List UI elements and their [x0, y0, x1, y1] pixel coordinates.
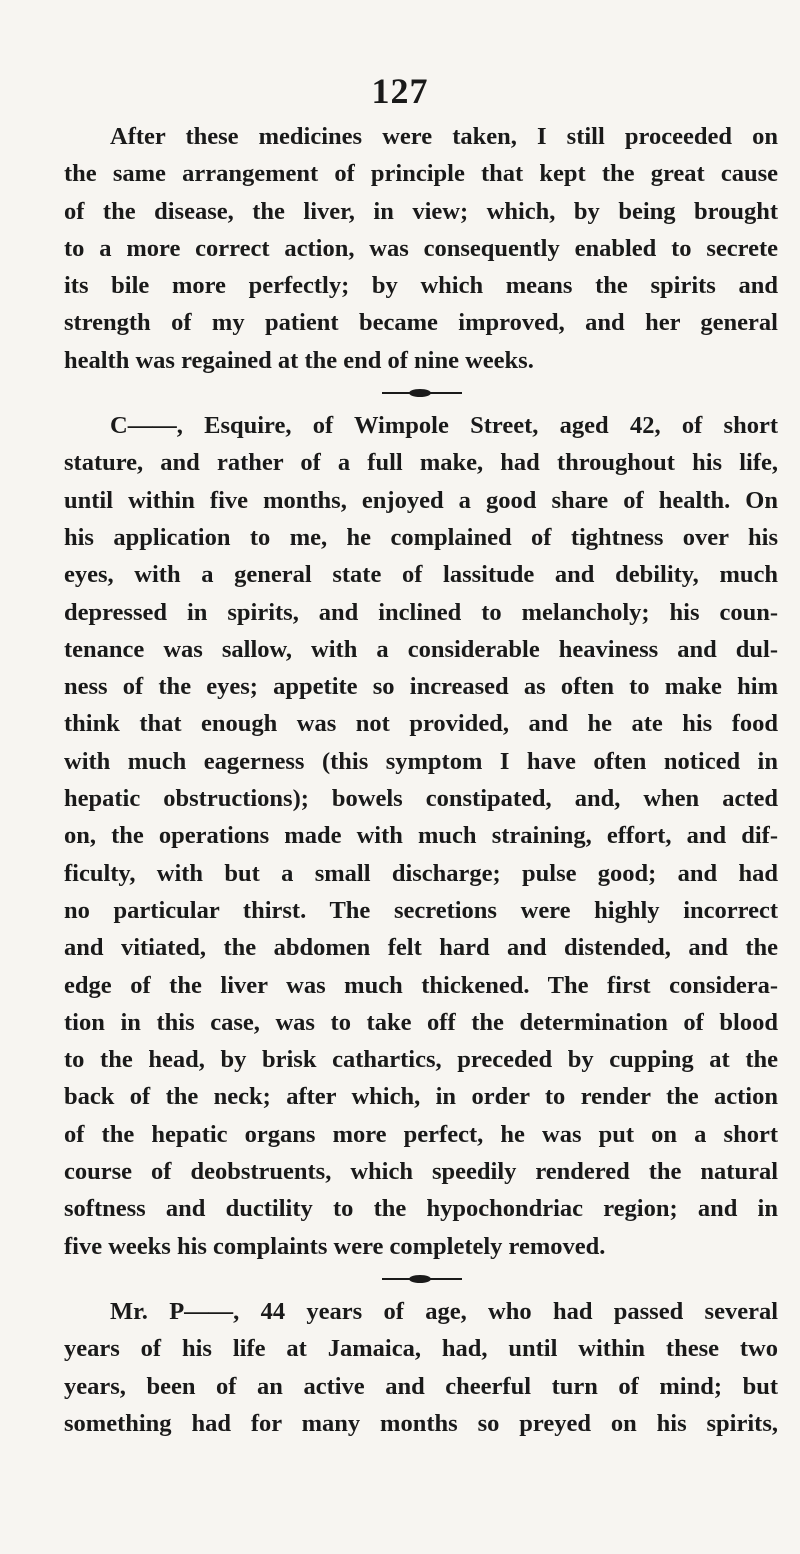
paragraph-wimpole-street-case — [64, 407, 778, 1265]
page-number: 127 — [371, 71, 429, 111]
text-line: five weeks his complaints were completely removed. — [64, 1232, 606, 1260]
text-line: C——, Esquire, of Wimpole Street, aged 42, of short — [110, 412, 778, 440]
text-line: think that enough was not provided, and he ate his food — [64, 710, 778, 738]
text-line: depressed in spirits, and inclined to melancholy; his coun- — [64, 598, 778, 626]
text-line: ness of the eyes; appetite so increased as often to make him — [64, 673, 778, 701]
text-line: until within five months, enjoyed a good share of health. On — [64, 486, 778, 514]
text-line: edge of the liver was much thickened. The first considera- — [64, 971, 778, 999]
text-line: tenance was sallow, with a considerable heaviness and dul- — [64, 635, 778, 663]
text-line: to a more correct action, was consequently enabled to secrete — [64, 234, 778, 262]
paragraph-jamaica-case — [64, 1293, 778, 1442]
text-line: back of the neck; after which, in order to render the action — [64, 1083, 778, 1111]
text-line: hepatic obstructions); bowels constipated, and, when acted — [64, 785, 778, 813]
text-line: his application to me, he complained of tightness over his — [64, 523, 778, 551]
text-line: tion in this case, was to take off the determination of blood — [64, 1008, 778, 1036]
text-line: and vitiated, the abdomen felt hard and distended, and the — [64, 934, 778, 962]
text-line: on, the operations made with much straining, effort, and dif- — [64, 822, 778, 850]
text-line: Mr. P——, 44 years of age, who had passed several — [110, 1297, 778, 1325]
text-line: of the hepatic organs more perfect, he was put on a short — [64, 1120, 778, 1148]
text-line: course of deobstruents, which speedily rendered the natural — [64, 1158, 778, 1186]
text-line: to the head, by brisk cathartics, preceded by cupping at the — [64, 1046, 778, 1074]
text-line: years of his life at Jamaica, had, until within these two — [64, 1335, 778, 1363]
text-line: softness and ductility to the hypochondriac region; and in — [64, 1195, 778, 1223]
text-line: years, been of an active and cheerful turn of mind; but — [64, 1372, 778, 1400]
section-divider-ornament — [64, 379, 778, 407]
text-line: ficulty, with but a small discharge; pulse good; and had — [64, 859, 778, 887]
text-line: its bile more perfectly; by which means the spirits and — [64, 272, 778, 300]
text-line: stature, and rather of a full make, had throughout his life, — [64, 449, 778, 477]
text-line: eyes, with a general state of lassitude and debility, much — [64, 561, 778, 589]
section-divider-ornament — [64, 1265, 778, 1293]
paragraph-liver-case-conclusion — [64, 118, 778, 379]
text-line: the same arrangement of principle that kept the great cause — [64, 160, 778, 188]
text-line: strength of my patient became improved, and her general — [64, 309, 778, 337]
text-line: with much eagerness (this symptom I have often noticed in — [64, 747, 778, 775]
text-line: health was regained at the end of nine weeks. — [64, 346, 534, 374]
page-body — [64, 118, 778, 1442]
text-line: After these medicines were taken, I still proceeded on — [110, 123, 778, 150]
text-line: of the disease, the liver, in view; which, by being brought — [64, 197, 778, 225]
text-line: something had for many months so preyed on his spirits, — [64, 1409, 778, 1437]
text-line: no particular thirst. The secretions were highly incorrect — [64, 896, 778, 924]
